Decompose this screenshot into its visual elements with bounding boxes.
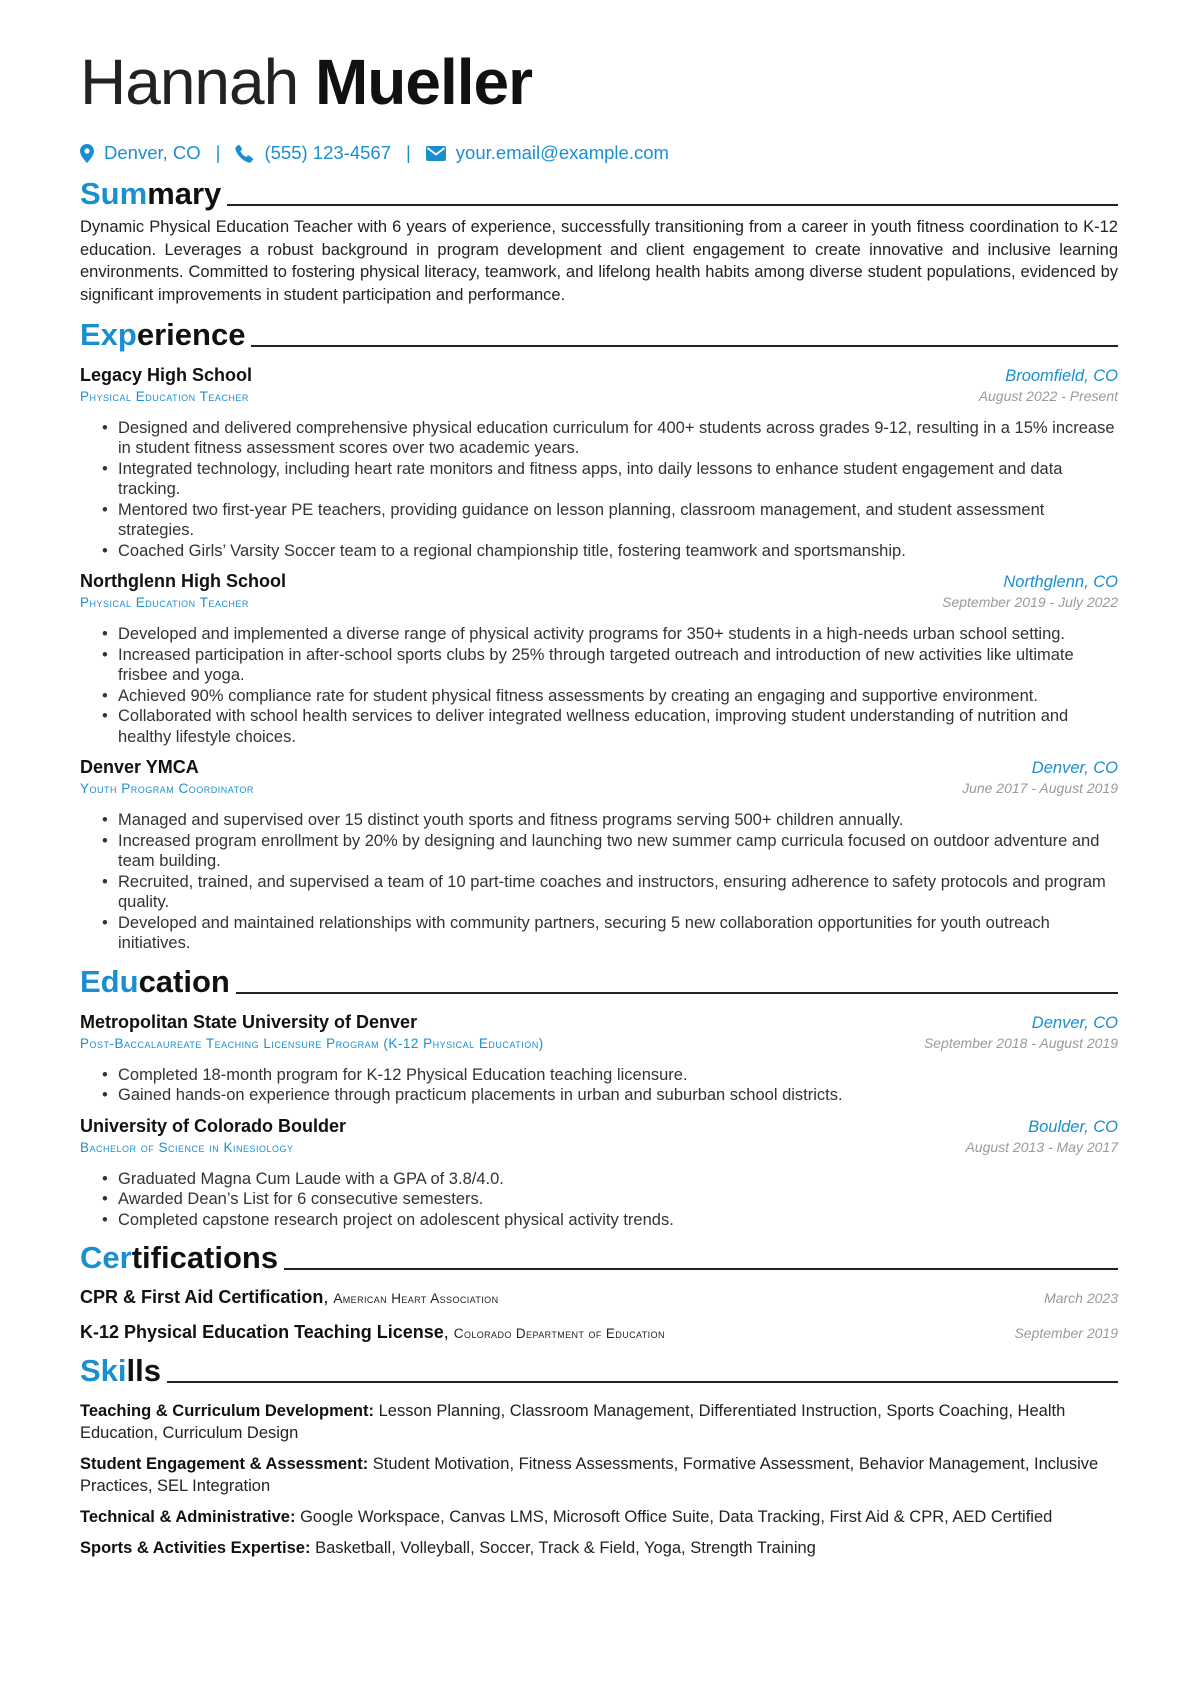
bullet-item: • Increased participation in after-school sports clubs by 25% through targeted outreach and introduction of new activities like ultimate frisbee and yoga. — [102, 645, 1118, 686]
entry-dates: September 2018 - August 2019 — [923, 1034, 1118, 1051]
bullet-item: • Managed and supervised over 15 distinct youth sports and fitness programs serving 500+ children annually. — [102, 810, 1118, 831]
bullet-item: • Developed and implemented a diverse range of physical activity programs for 350+ students in a high-needs urban school setting. — [102, 624, 1118, 645]
degree-title: Post-Baccalaureate Teaching Licensure Program (K-12 Physical Education) — [80, 1035, 544, 1051]
bullet-item: • Mentored two first-year PE teachers, providing guidance on lesson planning, classroom management, and student assessment strategies. — [102, 500, 1118, 541]
experience-section-header — [80, 315, 1118, 355]
experience-entry — [80, 571, 1118, 747]
certification-date: September 2019 — [1014, 1325, 1118, 1342]
section-divider — [167, 1381, 1118, 1383]
job-title: Physical Education Teacher — [80, 388, 249, 404]
entry-dates: September 2019 - July 2022 — [942, 594, 1118, 611]
skill-group — [80, 1400, 1118, 1444]
skill-group — [80, 1537, 1118, 1559]
candidate-name — [80, 40, 1118, 124]
title-rest: erience — [136, 316, 246, 352]
contact-separator: | — [405, 142, 411, 163]
entry-location: Denver, CO — [1031, 1013, 1118, 1032]
phone-icon — [235, 144, 254, 163]
title-accent: Ski — [80, 1353, 127, 1389]
skills-section-header — [80, 1351, 1118, 1391]
skill-label: Student Engagement & Assessment: — [80, 1455, 369, 1474]
email-text: your.email@example.com — [455, 142, 669, 163]
employer-name: Northglenn High School — [80, 571, 286, 592]
bullet-item: • Integrated technology, including heart rate monitors and fitness apps, into daily lessons to enhance student engagement and data tracking. — [102, 459, 1118, 500]
school-name: Metropolitan State University of Denver — [80, 1011, 418, 1032]
bullet-item: • Collaborated with school health services to deliver integrated wellness education, improving student understanding of nutrition and healthy lifestyle choices. — [102, 706, 1118, 747]
envelope-icon — [426, 146, 446, 161]
bullet-item: • Increased program enrollment by 20% by designing and launching two new summer camp curricula focused on outdoor adventure and team building. — [102, 831, 1118, 872]
first-name: Hannah — [80, 46, 299, 118]
skill-label: Teaching & Curriculum Development: — [80, 1402, 374, 1421]
summary-section-header — [80, 174, 1118, 214]
certification-name: CPR & First Aid Certification — [80, 1287, 324, 1308]
section-title — [80, 174, 221, 214]
entry-location: Boulder, CO — [1028, 1117, 1118, 1136]
title-accent: Sum — [80, 176, 148, 211]
entry-dates: August 2013 - May 2017 — [965, 1138, 1118, 1155]
bullet-item: • Developed and maintained relationships with community partners, securing 5 new collaboration opportunities for youth outreach initiatives. — [102, 913, 1118, 954]
skill-values: Student Motivation, Fitness Assessments, Formative Assessment, Behavior Management, Inclusive Practices, SEL Integration — [80, 1455, 1099, 1496]
certification-item — [80, 1322, 1118, 1343]
title-rest: mary — [147, 176, 222, 211]
location-text: Denver, CO — [104, 142, 201, 163]
skill-values: Google Workspace, Canvas LMS, Microsoft Office Suite, Data Tracking, First Aid & CPR, AED Certified — [300, 1508, 1053, 1527]
section-divider — [251, 345, 1118, 347]
certification-comma: , — [443, 1322, 454, 1343]
employer-name: Legacy High School — [80, 364, 253, 385]
job-title: Youth Program Coordinator — [80, 781, 254, 797]
entry-location: Broomfield, CO — [1005, 366, 1118, 385]
section-title — [80, 315, 245, 355]
certifications-section-header — [80, 1238, 1118, 1278]
school-name: University of Colorado Boulder — [80, 1115, 347, 1136]
entry-dates: August 2022 - Present — [978, 387, 1118, 404]
phone-text: (555) 123-4567 — [264, 142, 391, 163]
title-rest: lls — [126, 1353, 161, 1389]
section-title — [80, 1351, 161, 1391]
bullet-item: • Completed 18-month program for K-12 Physical Education teaching licensure. — [102, 1065, 1118, 1086]
skill-group — [80, 1453, 1118, 1497]
bullet-item: • Graduated Magna Cum Laude with a GPA of 3.8/4.0. — [102, 1169, 1118, 1190]
certification-issuer: American Heart Association — [333, 1291, 499, 1307]
last-name: Mueller — [314, 46, 533, 118]
education-section-header — [80, 962, 1118, 1002]
title-rest: cation — [138, 963, 230, 999]
certification-item — [80, 1287, 1118, 1308]
bullet-item: • Gained hands-on experience through practicum placements in urban and suburban school districts. — [102, 1085, 1118, 1106]
entry-location: Northglenn, CO — [1003, 573, 1118, 592]
skill-label: Technical & Administrative: — [80, 1508, 296, 1527]
bullet-list — [80, 810, 1118, 954]
contact-bar — [80, 138, 1118, 168]
section-title — [80, 962, 230, 1002]
summary-text: Dynamic Physical Education Teacher with 6 years of experience, successfully transitioning from a career in youth fitness coordination to K-12 education. Leverages a robust background in program development and client engagement to create innovative and inclusive learning environments. Committed to fostering physical literacy, teamwork, and lifelong health habits among diverse student populations, evidenced by significant improvements in student participation and performance. — [80, 218, 1118, 305]
bullet-list — [80, 1169, 1118, 1231]
skill-values: Basketball, Volleyball, Soccer, Track & Field, Yoga, Strength Training — [315, 1539, 816, 1558]
title-accent: Exp — [80, 316, 137, 352]
bullet-item: • Designed and delivered comprehensive physical education curriculum for 400+ students across grades 9-12, resulting in a 15% increase in student fitness assessment scores over two academic years. — [102, 418, 1118, 459]
section-title — [80, 1238, 278, 1278]
experience-entry — [80, 757, 1118, 954]
education-entry — [80, 1012, 1118, 1106]
section-divider — [236, 992, 1118, 994]
job-title: Physical Education Teacher — [80, 595, 249, 611]
skill-values: Lesson Planning, Classroom Management, Differentiated Instruction, Sports Coaching, Health Education, Curriculum Design — [80, 1402, 1066, 1443]
section-divider — [284, 1268, 1118, 1270]
certification-comma: , — [323, 1287, 334, 1308]
entry-location: Denver, CO — [1031, 759, 1118, 778]
skill-label: Sports & Activities Expertise: — [80, 1539, 311, 1558]
bullet-item: • Coached Girls’ Varsity Soccer team to a regional championship title, fostering teamwork and sportsmanship. — [102, 541, 1118, 562]
experience-entry — [80, 365, 1118, 562]
title-accent: Cer — [80, 1240, 132, 1276]
contact-phone[interactable] — [235, 142, 391, 164]
skill-group — [80, 1506, 1118, 1528]
certification-name: K-12 Physical Education Teaching License — [80, 1322, 444, 1343]
contact-separator: | — [215, 142, 221, 163]
title-rest: tifications — [131, 1240, 279, 1276]
bullet-item: • Achieved 90% compliance rate for student physical fitness assessments by creating an engaging and supportive environment. — [102, 686, 1118, 707]
bullet-item: • Recruited, trained, and supervised a team of 10 part-time coaches and instructors, ensuring adherence to safety protocols and program quality. — [102, 872, 1118, 913]
bullet-item: • Awarded Dean’s List for 6 consecutive semesters. — [102, 1189, 1118, 1210]
contact-email[interactable] — [426, 142, 669, 164]
title-accent: Edu — [80, 963, 139, 999]
bullet-list — [80, 418, 1118, 562]
bullet-list — [80, 624, 1118, 747]
degree-title: Bachelor of Science in Kinesiology — [80, 1139, 294, 1155]
education-entry — [80, 1116, 1118, 1231]
certification-date: March 2023 — [1044, 1290, 1118, 1307]
certification-issuer: Colorado Department of Education — [453, 1326, 665, 1342]
bullet-item: • Completed capstone research project on adolescent physical activity trends. — [102, 1210, 1118, 1231]
employer-name: Denver YMCA — [80, 757, 199, 778]
map-pin-icon — [80, 144, 94, 163]
entry-dates: June 2017 - August 2019 — [962, 780, 1118, 797]
contact-location — [80, 142, 201, 164]
section-divider — [227, 204, 1118, 206]
bullet-list — [80, 1065, 1118, 1106]
